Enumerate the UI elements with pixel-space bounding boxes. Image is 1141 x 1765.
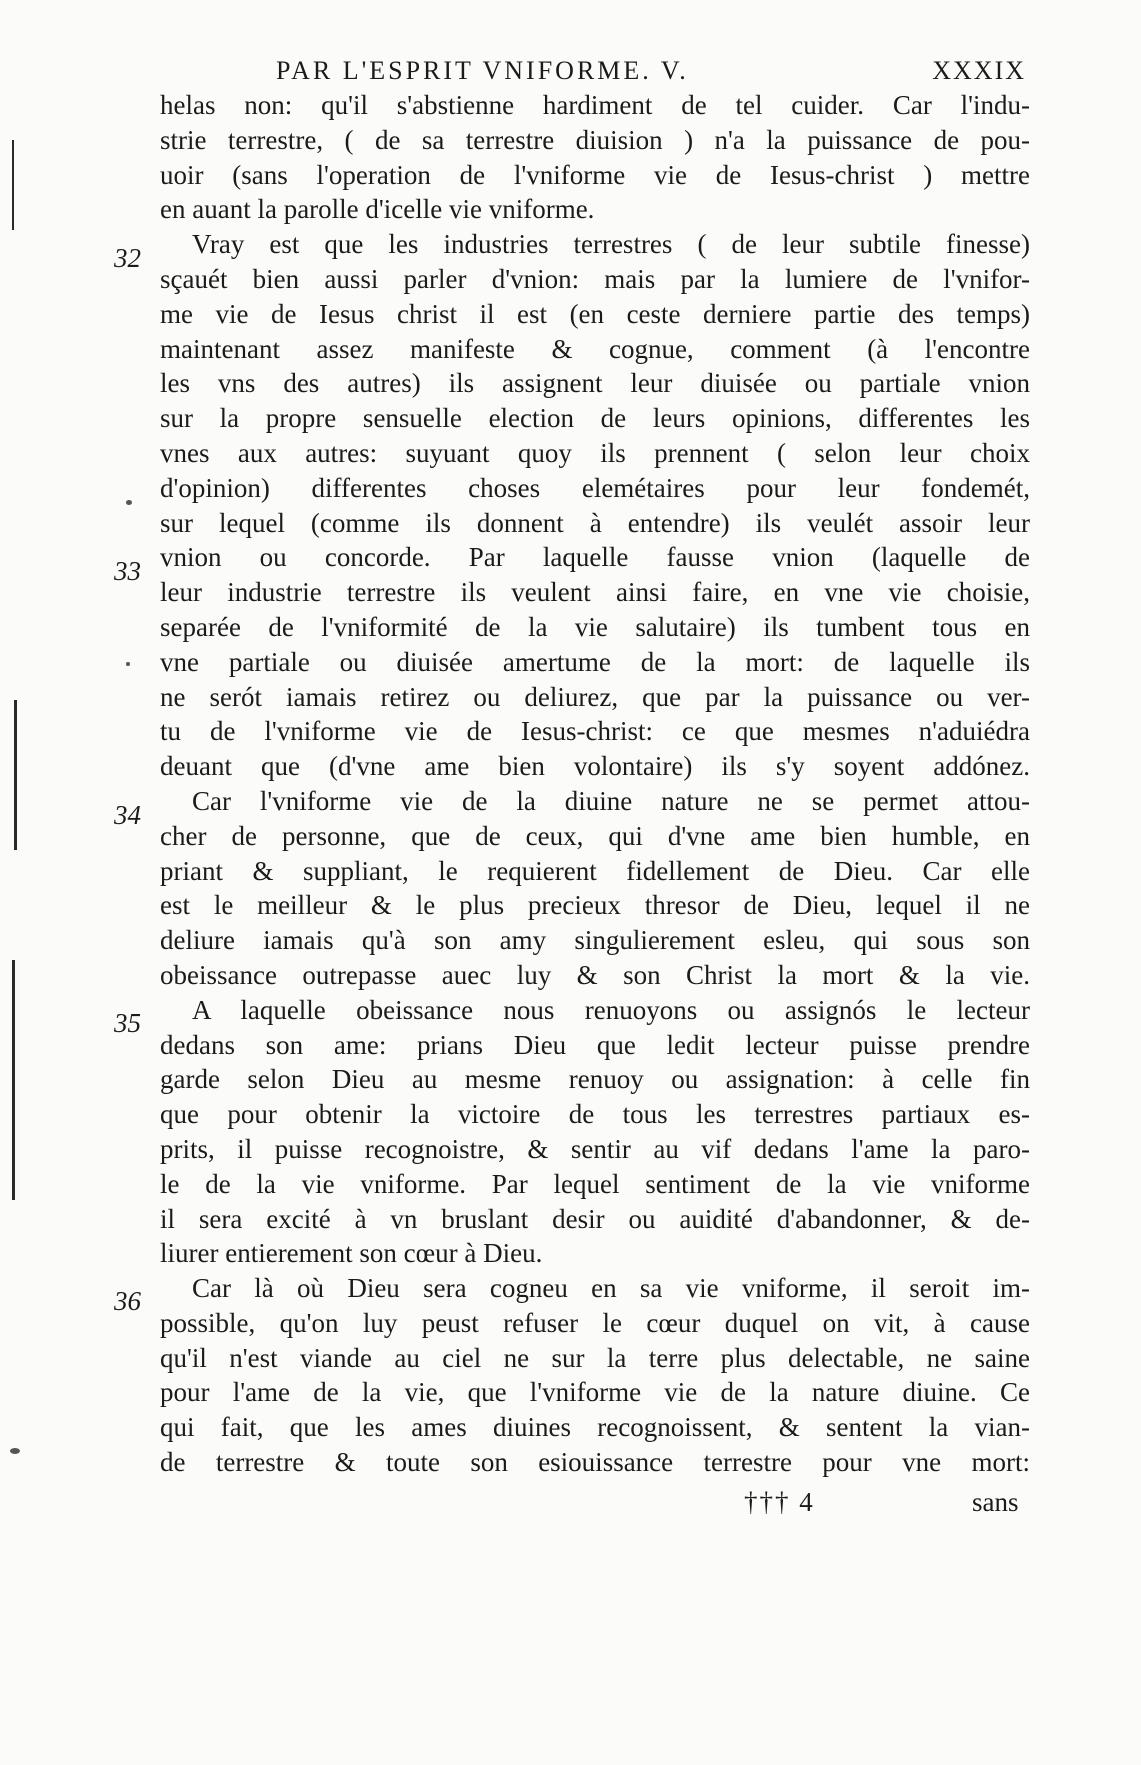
signature-mark: ††† 4 [744, 1487, 815, 1517]
margin-mark [126, 500, 132, 505]
text-line: sur la propre sensuelle election de leurs opinions, differentes les [160, 403, 1030, 434]
margin-mark [14, 700, 17, 850]
text-line: sur lequel (comme ils donnent à entendre) ils veulét assoir leur [160, 507, 1030, 538]
text-line: uoir (sans l'operation de l'vniforme vie de Iesus-christ ) mettre [160, 159, 1030, 190]
running-title: PAR L'ESPRIT VNIFORME. V. [276, 56, 689, 85]
text-line: leur industrie terrestre ils veulent ainsi faire, en vne vie choisie, [160, 577, 1030, 608]
text-line: est le meilleur & le plus precieux thresor de Dieu, lequel il ne [160, 890, 1030, 921]
margin-mark [12, 140, 14, 230]
text-line: tu de l'vniforme vie de Iesus-christ: ce que mesmes n'aduiédra [160, 716, 1030, 747]
margin-mark [12, 960, 15, 1200]
text-line: dedans son ame: prians Dieu que ledit lecteur puisse prendre [160, 1029, 1030, 1060]
text-line: que pour obtenir la victoire de tous les terrestres partiaux es- [160, 1099, 1030, 1130]
text-line: separée de l'vniformité de la vie salutaire) ils tumbent tous en [160, 611, 1030, 642]
text-line: cher de personne, que de ceux, qui d'vne ame bien humble, en [160, 820, 1030, 851]
margin-number: 33 [114, 556, 141, 586]
text-line: Car l'vniforme vie de la diuine nature ne se permet attou- [192, 785, 1030, 816]
margin-mark [10, 1448, 20, 1454]
margin-number: 32 [114, 243, 141, 273]
text-line: qui fait, que les ames diuines recognoissent, & sentent la vian- [160, 1412, 1030, 1443]
margin-number: 34 [114, 800, 141, 830]
text-line: obeissance outrepasse auec luy & son Christ la mort & la vie. [160, 959, 1030, 990]
text-line: prits, il puisse recognoistre, & sentir au vif dedans l'ame la paro- [160, 1133, 1030, 1164]
text-line: maintenant assez manifeste & cognue, comment (à l'encontre [160, 333, 1030, 364]
text-line: d'opinion) differentes choses elemétaires pour leur fondemét, [160, 472, 1030, 503]
margin-mark [126, 662, 130, 666]
text-line: garde selon Dieu au mesme renuoy ou assignation: à celle fin [160, 1064, 1030, 1095]
text-line: vnes aux autres: suyuant quoy ils prennent ( selon leur choix [160, 437, 1030, 468]
body-text [160, 88, 1030, 1480]
text-line: en auant la parolle d'icelle vie vniforme. [160, 194, 595, 225]
text-line: vnion ou concorde. Par laquelle fausse vnion (laquelle de [160, 542, 1030, 573]
text-line: strie terrestre, ( de sa terrestre diuision ) n'a la puissance de pou- [160, 124, 1030, 155]
text-line: liurer entierement son cœur à Dieu. [160, 1238, 543, 1269]
text-line: Car là où Dieu sera cogneu en sa vie vniforme, il seroit im- [192, 1273, 1030, 1304]
text-line: il sera excité à vn bruslant desir ou auidité d'abandonner, & de- [160, 1203, 1030, 1234]
text-line: qu'il n'est viande au ciel ne sur la terre plus delectable, ne saine [160, 1342, 1030, 1373]
text-line: me vie de Iesus christ il est (en ceste derniere partie des temps) [160, 298, 1030, 329]
text-line: deuant que (d'vne ame bien volontaire) ils s'y soyent addónez. [160, 751, 1030, 782]
text-line: pour l'ame de la vie, que l'vniforme vie de la nature diuine. Ce [160, 1377, 1030, 1408]
text-line: les vns des autres) ils assignent leur diuisée ou partiale vnion [160, 368, 1030, 399]
text-line: possible, qu'on luy peust refuser le cœur duquel on vit, à cause [160, 1307, 1030, 1338]
text-line: sçauét bien aussi parler d'vnion: mais par la lumiere de l'vnifor- [160, 263, 1030, 294]
margin-number: 36 [114, 1286, 141, 1316]
text-line: priant & suppliant, le requierent fidellement de Dieu. Car elle [160, 855, 1030, 886]
text-line: le de la vie vniforme. Par lequel sentiment de la vie vniforme [160, 1168, 1030, 1199]
text-line: deliure iamais qu'à son amy singulierement esleu, qui sous son [160, 925, 1030, 956]
text-line: vne partiale ou diuisée amertume de la mort: de laquelle ils [160, 646, 1030, 677]
text-line: de terrestre & toute son esiouissance terrestre pour vne mort: [160, 1447, 1030, 1478]
margin-number: 35 [114, 1008, 141, 1038]
text-line: Vray est que les industries terrestres ( de leur subtile finesse) [192, 229, 1030, 260]
text-line: helas non: qu'il s'abstienne hardiment de tel cuider. Car l'indu- [160, 90, 1030, 120]
folio-number: XXXIX [932, 56, 1026, 85]
text-line: A laquelle obeissance nous renuoyons ou assignós le lecteur [192, 994, 1030, 1025]
text-line: ne serót iamais retirez ou deliurez, que par la puissance ou ver- [160, 681, 1030, 712]
catchword: sans [972, 1487, 1019, 1517]
